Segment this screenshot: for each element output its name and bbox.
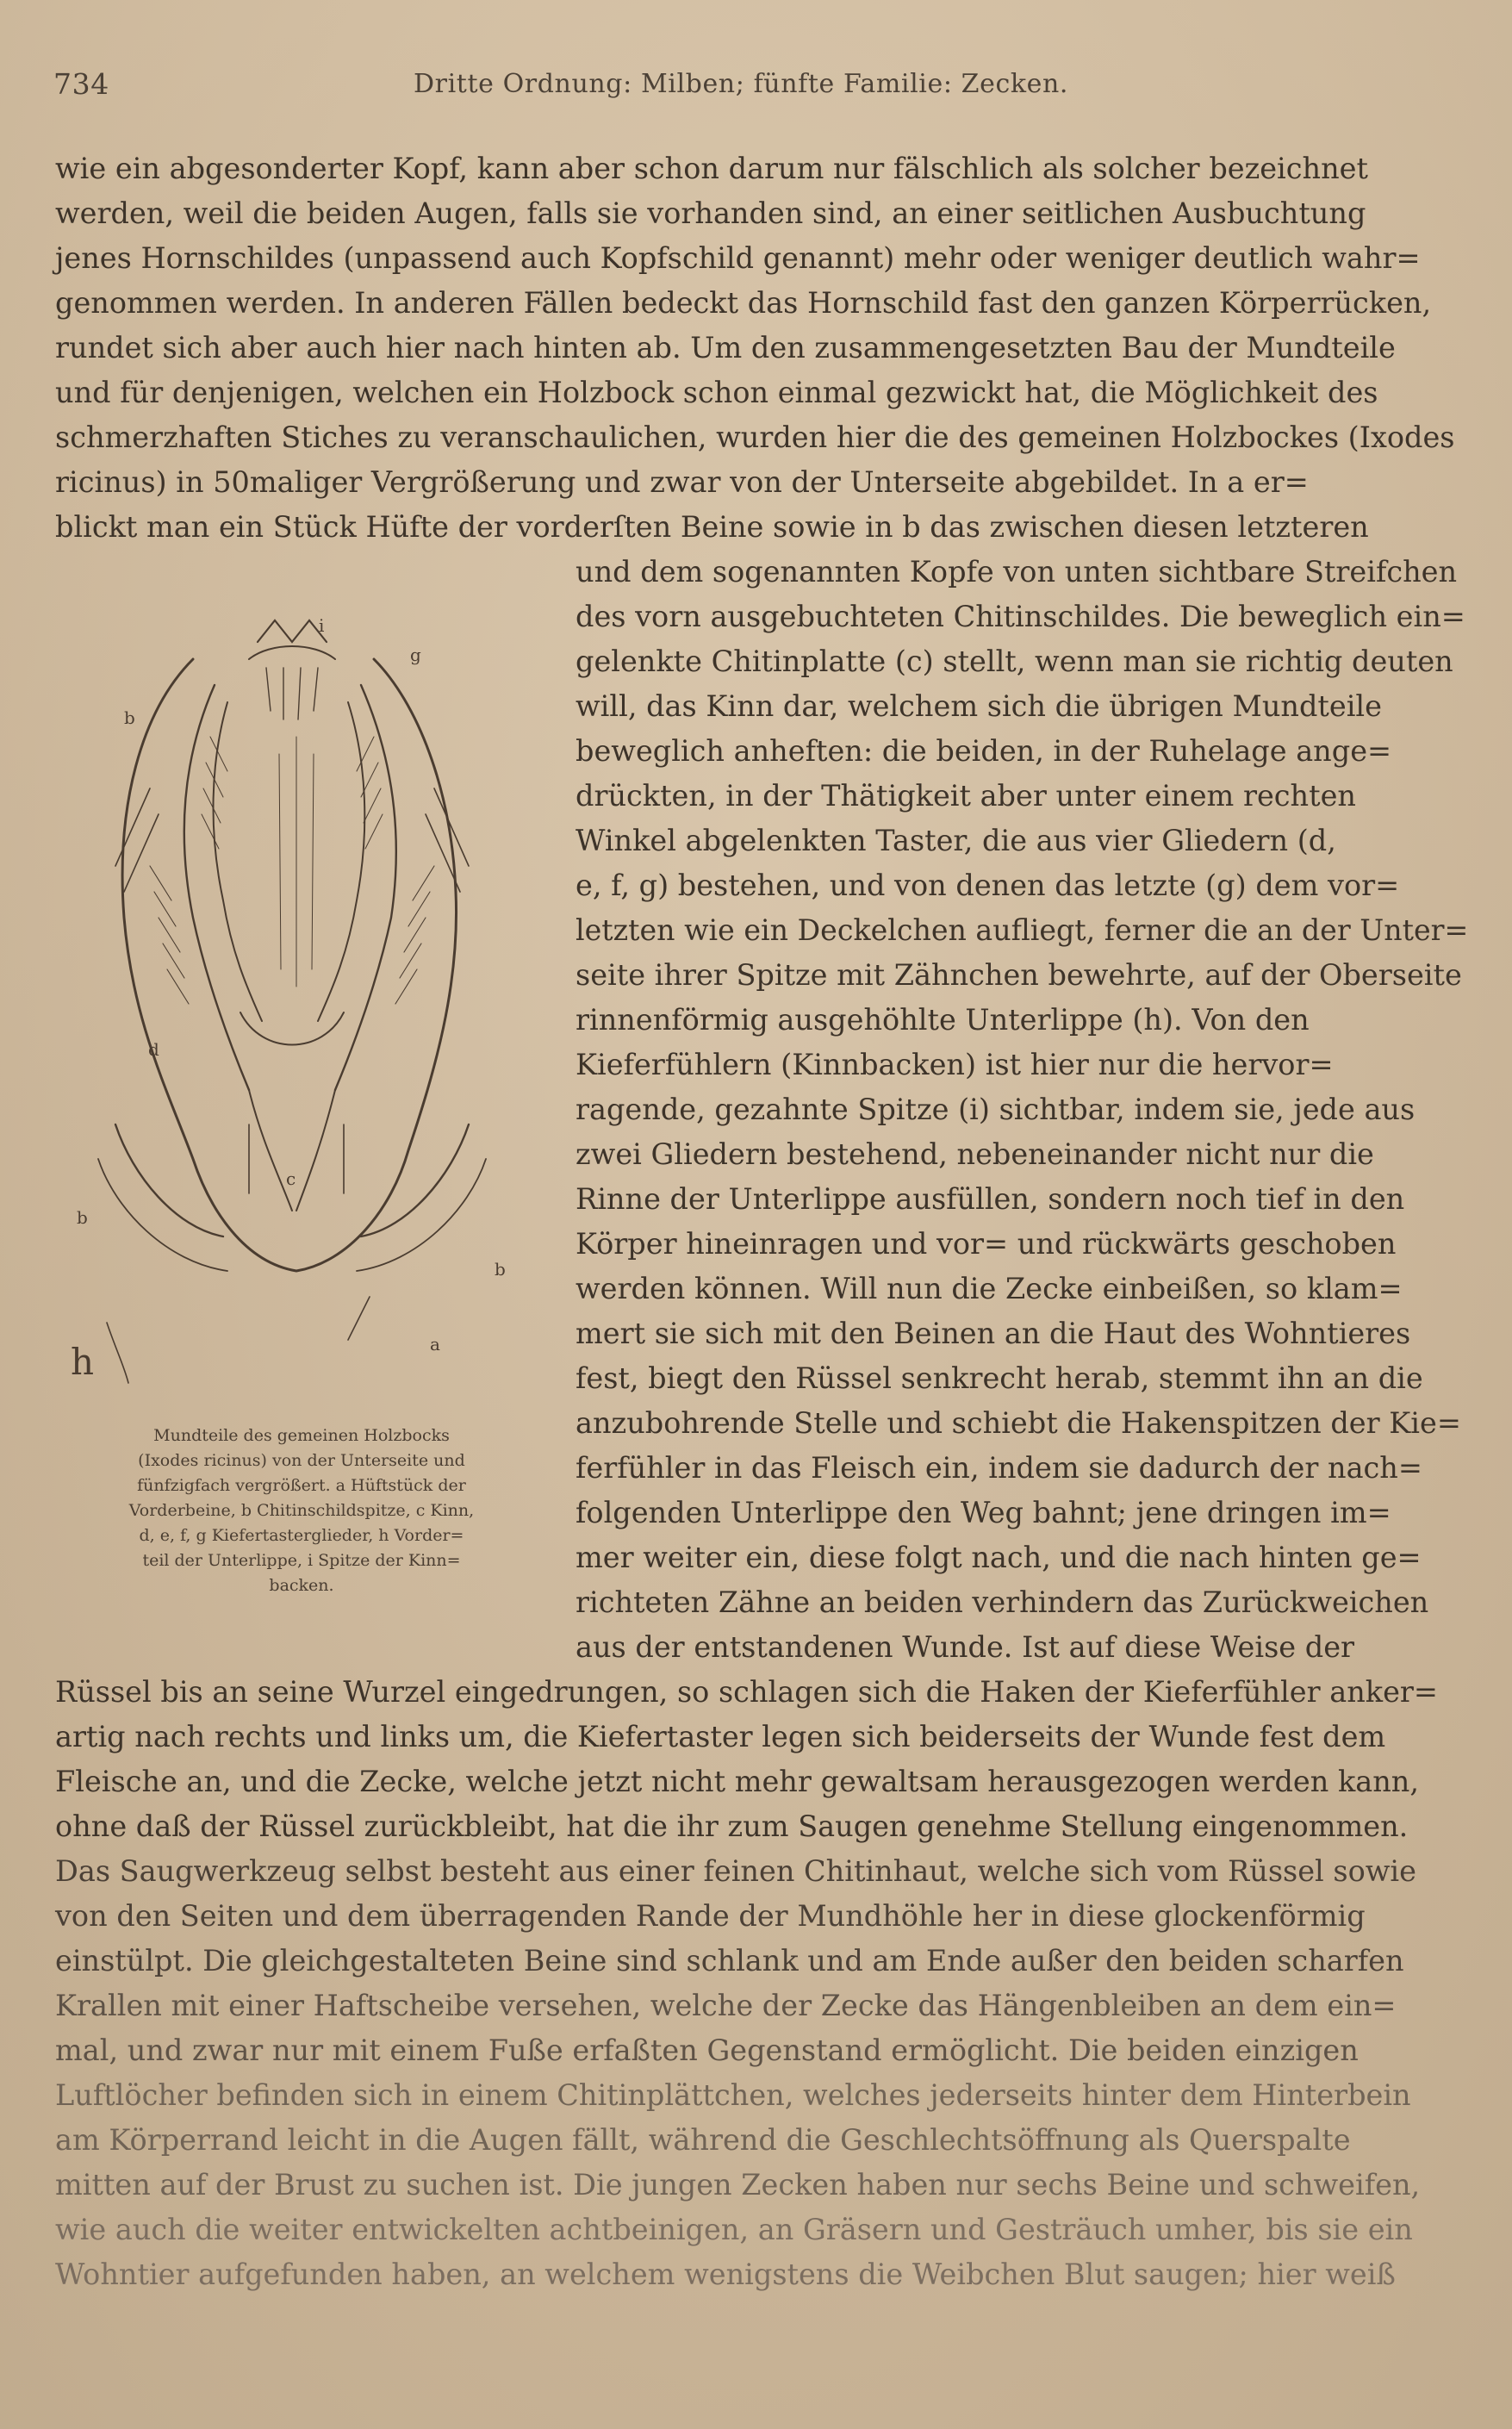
figure-caption xyxy=(69,1423,534,1598)
text-line: beweglich anheften: die beiden, in der Ruhelage ange= xyxy=(576,734,1392,768)
text-line: will, das Kinn dar, welchem sich die übrigen Mundteile xyxy=(576,689,1382,723)
text-line: mitten auf der Brust zu suchen ist. Die jungen Zecken haben nur sechs Beine und schweifen, xyxy=(55,2168,1421,2202)
text-line: aus der entstandenen Wunde. Ist auf diese Weise der xyxy=(576,1630,1355,1664)
text-line: Krallen mit einer Haftscheibe versehen, welche der Zecke das Hängenbleiben an dem ein= xyxy=(55,1989,1397,2022)
text-line: letzten wie ein Deckelchen aufliegt, ferner die an der Unter= xyxy=(576,913,1469,947)
caption-line: (Ixodes ricinus) von der Unterseite und xyxy=(138,1451,465,1470)
text-line: mal, und zwar nur mit einem Fuße erfaßten Gegenstand ermöglicht. Die beiden einzigen xyxy=(55,2034,1359,2067)
text-line: Fleische an, und die Zecke, welche jetzt nicht mehr gewaltsam herausgezogen werden kann, xyxy=(55,1765,1420,1798)
text-line: genommen werden. In anderen Fällen bedeckt das Hornschild fast den ganzen Körperrücken, xyxy=(55,286,1432,320)
running-head xyxy=(53,67,1462,112)
figure-label-b-upper: b xyxy=(124,707,135,728)
figure-label-c: c xyxy=(286,1168,296,1189)
text-line: ferfühler in das Fleisch ein, indem sie dadurch der nach= xyxy=(576,1451,1422,1485)
caption-line: Mundteile des gemeinen Holzbocks xyxy=(153,1426,450,1445)
text-line: mert sie sich mit den Beinen an die Haut des Wohntieres xyxy=(576,1317,1411,1350)
text-line: werden, weil die beiden Augen, falls sie vorhanden sind, an einer seitlichen Ausbuchtung xyxy=(55,196,1366,230)
figure-label-d: d xyxy=(148,1039,159,1060)
text-line: werden können. Will nun die Zecke einbeißen, so klam= xyxy=(576,1272,1403,1305)
text-line: Luftlöcher befinden sich in einem Chitinplättchen, welches jederseits hinter dem Hinterbein xyxy=(55,2078,1411,2112)
text-line: Rüssel bis an seine Wurzel eingedrungen, so schlagen sich die Haken der Kieferfühler anker= xyxy=(55,1675,1439,1709)
text-line: zwei Gliedern bestehend, nebeneinander nicht nur die xyxy=(576,1137,1374,1171)
caption-line: fünfzigfach vergrößert. a Hüftstück der xyxy=(137,1476,466,1495)
text-line: rinnenförmig ausgehöhlte Unterlippe (h). Von den xyxy=(576,1003,1310,1037)
figure-label-b-left: b xyxy=(77,1207,88,1228)
text-line: Winkel abgelenkten Taster, die aus vier Gliedern (d, xyxy=(576,824,1336,857)
text-line: e, f, g) bestehen, und von denen das letzte (g) dem vor= xyxy=(576,869,1400,902)
text-line: und für denjenigen, welchen ein Holzbock schon einmal gezwickt hat, die Möglichkeit des xyxy=(55,376,1378,409)
text-line: mer weiter ein, diese folgt nach, und die nach hinten ge= xyxy=(576,1541,1422,1574)
engraving-drawing xyxy=(64,607,529,1409)
text-line: schmerzhaften Stiches zu veranschaulichen, wurden hier die des gemeinen Holzbockes (Ixodes xyxy=(55,420,1455,454)
caption-line: teil der Unterlippe, i Spitze der Kinn= xyxy=(142,1551,461,1570)
text-line: Rinne der Unterlippe ausfüllen, sondern noch tief in den xyxy=(576,1182,1405,1216)
text-line: richteten Zähne an beiden verhindern das Zurückweichen xyxy=(576,1585,1429,1619)
text-line: von den Seiten und dem überragenden Rande der Mundhöhle her in diese glockenförmig xyxy=(55,1899,1366,1933)
page-number: 734 xyxy=(53,67,109,101)
caption-line: d, e, f, g Kiefertasterglieder, h Vorder= xyxy=(139,1526,464,1545)
text-line: wie ein abgesonderter Kopf, kann aber schon darum nur fälschlich als solcher bezeichnet xyxy=(55,152,1368,185)
text-line: drückten, in der Thätigkeit aber unter einem rechten xyxy=(576,779,1356,813)
figure-label-i: i xyxy=(319,615,325,636)
text-line: einstülpt. Die gleichgestalteten Beine sind schlank und am Ende außer den beiden scharfen xyxy=(55,1944,1404,1977)
text-line: Körper hineinragen und vor= und rückwärts geschoben xyxy=(576,1227,1397,1261)
text-line: des vorn ausgebuchteten Chitinschildes. Die beweglich ein= xyxy=(576,600,1465,633)
figure-label-h: h xyxy=(71,1341,95,1383)
figure-label-a: a xyxy=(430,1334,440,1355)
text-line: jenes Hornschildes (unpassend auch Kopfschild genannt) mehr oder weniger deutlich wahr= xyxy=(55,241,1421,275)
text-line: und dem sogenannten Kopfe von unten sichtbare Streifchen xyxy=(576,555,1458,589)
figure-label-g: g xyxy=(410,645,421,665)
running-title: Dritte Ordnung: Milben; fünfte Familie: Zecken. xyxy=(414,69,1069,99)
caption-line: backen. xyxy=(269,1576,334,1595)
caption-line: Vorderbeine, b Chitinschildspitze, c Kinn, xyxy=(128,1501,475,1520)
text-line: anzubohrende Stelle und schiebt die Hakenspitzen der Kie= xyxy=(576,1406,1461,1440)
text-line: am Körperrand leicht in die Augen fällt, während die Geschlechtsöffnung als Querspalte xyxy=(55,2123,1351,2157)
text-line: Das Saugwerkzeug selbst besteht aus einer feinen Chitinhaut, welche sich vom Rüssel sowie xyxy=(55,1854,1416,1888)
text-line: folgenden Unterlippe den Weg bahnt; jene dringen im= xyxy=(576,1496,1391,1529)
text-line: Kieferfühlern (Kinnbacken) ist hier nur die hervor= xyxy=(576,1048,1334,1081)
text-line: ohne daß der Rüssel zurückbleibt, hat die ihr zum Saugen genehme Stellung eingenommen. xyxy=(55,1809,1409,1843)
text-line: wie auch die weiter entwickelten achtbeinigen, an Gräsern und Gesträuch umher, bis sie ein xyxy=(55,2213,1413,2246)
figure-label-b-right: b xyxy=(495,1259,506,1280)
text-line: gelenkte Chitinplatte (c) stellt, wenn man sie richtig deuten xyxy=(576,645,1453,678)
text-line: Wohntier aufgefunden haben, an welchem wenigstens die Weibchen Blut saugen; hier weiß xyxy=(55,2258,1396,2291)
text-line: seite ihrer Spitze mit Zähnchen bewehrte, auf der Oberseite xyxy=(576,958,1462,992)
text-line: ricinus) in 50maliger Vergrößerung und zwar von der Unterseite abgebildet. In a er= xyxy=(55,465,1309,499)
text-line: rundet sich aber auch hier nach hinten ab. Um den zusammengesetzten Bau der Mundteile xyxy=(55,331,1396,364)
text-line: fest, biegt den Rüssel senkrecht herab, stemmt ihn an die xyxy=(576,1361,1423,1395)
tick-mouthparts-illustration xyxy=(64,607,529,1409)
text-line: blickt man ein Stück Hüfte der vorderſten Beine sowie in b das zwischen diesen letzteren xyxy=(55,510,1369,544)
text-line: ragende, gezahnte Spitze (i) sichtbar, indem sie, jede aus xyxy=(576,1093,1416,1126)
text-line: artig nach rechts und links um, die Kiefertaster legen sich beiderseits der Wunde fest dem xyxy=(55,1720,1386,1753)
